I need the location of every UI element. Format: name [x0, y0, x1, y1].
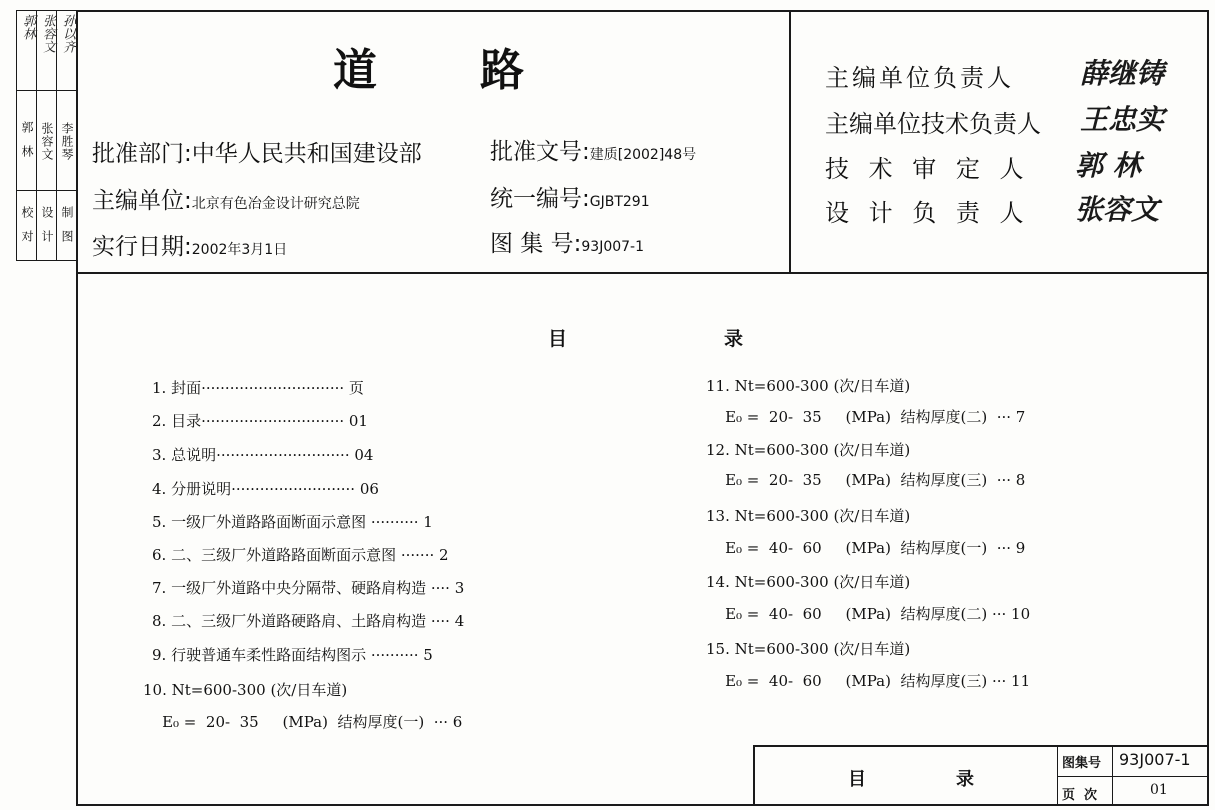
toc-item[interactable]: 12. Nt=600-300 (次/日车道) — [706, 441, 911, 459]
responsible-role-4: 设 计 负 责 人 — [825, 199, 1030, 227]
toc-item[interactable]: 8. 二、三级厂外道路硬路肩、土路肩构造 ···· 4 — [152, 612, 465, 630]
strip-name-1: 郭 林 — [20, 121, 34, 161]
header-vertical-divider — [789, 10, 791, 273]
strip-name-2: 张容文 — [40, 121, 54, 161]
strip-signature-3: 孙以齐 — [60, 14, 75, 53]
signature-4: 张容文 — [1075, 193, 1160, 226]
frame-right — [1207, 10, 1209, 806]
responsible-role-1: 主编单位负责人 — [825, 64, 1014, 92]
page-value: 01 — [1150, 782, 1168, 798]
toc-item[interactable]: E₀ = 40- 60 (MPa) 结构厚度(一) ··· 9 — [706, 539, 1026, 557]
toc-item[interactable]: E₀ = 40- 60 (MPa) 结构厚度(三) ··· 11 — [706, 672, 1031, 690]
unified-no-label: 统一编号: — [490, 186, 590, 212]
toc-item[interactable]: 4. 分册说明·························· 06 — [152, 480, 379, 498]
page-label: 页 次 — [1062, 788, 1098, 803]
strip-signature-1: 郭林 — [20, 14, 35, 40]
strip-signature-2: 张容文 — [40, 14, 55, 53]
approval-dept — [92, 135, 422, 168]
approval-dept-value: 中华人民共和国建设部 — [191, 141, 422, 167]
atlas-label: 图集号 — [1062, 756, 1102, 771]
document-title-left: 道 — [333, 45, 377, 96]
frame-left — [76, 10, 78, 806]
toc-item[interactable]: E₀ = 20- 35 (MPa) 结构厚度(一) ··· 6 — [143, 713, 463, 731]
editor-unit-value: 北京有色冶金设计研究总院 — [191, 196, 360, 212]
atlas-no-label: 图 集 号: — [490, 231, 582, 257]
editor-unit — [92, 182, 360, 215]
atlas-no-value: 93J007-1 — [581, 239, 644, 255]
unified-no-value: GJBT291 — [589, 194, 650, 210]
unified-no — [490, 180, 650, 213]
toc-item[interactable]: 7. 一级厂外道路中央分隔带、硬路肩构造 ···· 3 — [152, 579, 465, 597]
approval-no — [490, 133, 696, 166]
atlas-value: 93J007-1 — [1119, 750, 1191, 769]
strip-role-1: 校 对 — [20, 206, 34, 246]
toc-item[interactable]: 13. Nt=600-300 (次/日车道) — [706, 507, 911, 525]
toc-heading-right: 录 — [724, 328, 744, 350]
effective-date-label: 实行日期: — [92, 234, 192, 260]
signature-3: 郭 林 — [1075, 149, 1141, 182]
atlas-no — [490, 225, 644, 258]
effective-date — [92, 228, 287, 261]
header-divider — [76, 272, 1209, 274]
title-block-name-right: 录 — [956, 769, 974, 790]
signature-1: 薛继铸 — [1080, 57, 1165, 90]
approval-no-label: 批准文号: — [490, 139, 590, 165]
toc-item[interactable]: 3. 总说明···························· 04 — [152, 446, 374, 464]
toc-item[interactable]: E₀ = 40- 60 (MPa) 结构厚度(二) ··· 10 — [706, 605, 1031, 623]
strip-role-3: 制 图 — [60, 206, 74, 246]
toc-item[interactable]: 15. Nt=600-300 (次/日车道) — [706, 640, 911, 658]
strip-role-2: 设 计 — [40, 206, 54, 246]
document-title-right: 路 — [480, 45, 524, 96]
toc-item[interactable]: 1. 封面······························ 页 — [152, 379, 364, 397]
toc-item[interactable]: 9. 行驶普通车柔性路面结构图示 ·········· 5 — [152, 646, 433, 664]
toc-item[interactable]: 5. 一级厂外道路路面断面示意图 ·········· 1 — [152, 513, 433, 531]
toc-item[interactable]: 11. Nt=600-300 (次/日车道) — [706, 377, 911, 395]
editor-unit-label: 主编单位: — [92, 188, 192, 214]
effective-date-value: 2002年3月1日 — [191, 242, 288, 258]
frame-bottom — [76, 804, 1209, 806]
approval-dept-label: 批准部门: — [92, 141, 192, 167]
toc-item[interactable]: 14. Nt=600-300 (次/日车道) — [706, 573, 911, 591]
toc-item[interactable]: E₀ = 20- 35 (MPa) 结构厚度(三) ··· 8 — [706, 471, 1026, 489]
strip-name-3: 李胜琴 — [60, 121, 74, 161]
toc-item[interactable]: 2. 目录······························ 01 — [152, 412, 368, 430]
responsible-role-3: 技 术 审 定 人 — [825, 155, 1030, 183]
title-block-name-left: 目 — [848, 769, 866, 790]
toc-item[interactable]: 6. 二、三级厂外道路路面断面示意图 ······· 2 — [152, 546, 449, 564]
toc-item[interactable]: E₀ = 20- 35 (MPa) 结构厚度(二) ··· 7 — [706, 408, 1026, 426]
toc-heading-left: 目 — [548, 328, 568, 350]
signature-2: 王忠实 — [1080, 103, 1165, 136]
responsible-role-2: 主编单位技术负责人 — [825, 110, 1041, 138]
approval-no-value: 建质[2002]48号 — [589, 147, 697, 163]
frame-top — [76, 10, 1209, 12]
toc-item[interactable]: 10. Nt=600-300 (次/日车道) — [143, 681, 348, 699]
